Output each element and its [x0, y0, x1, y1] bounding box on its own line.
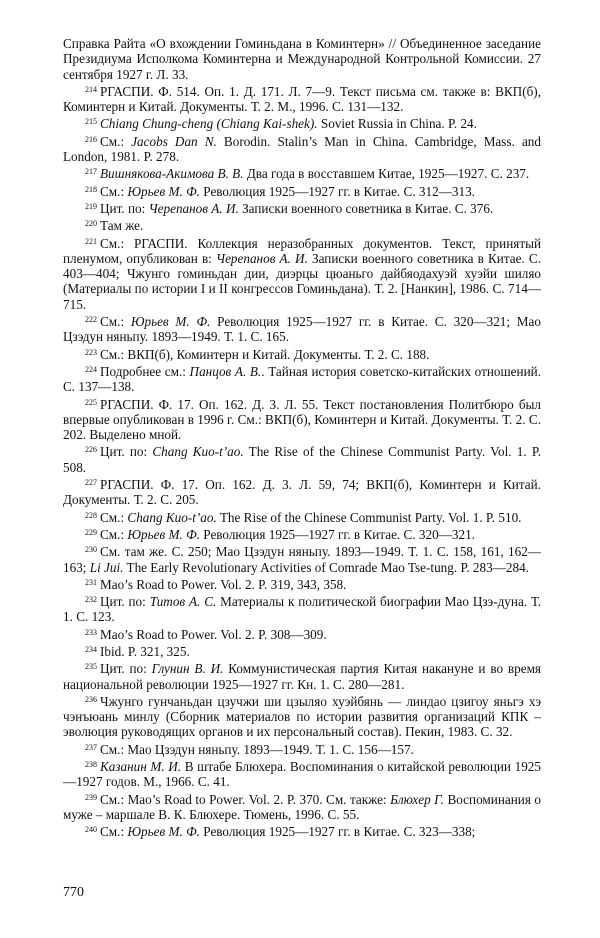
footnote-number: 236: [85, 694, 97, 704]
footnote-number: 223: [85, 347, 97, 357]
footnote-text: Записки военного советника в Китае. С. 376.: [238, 200, 494, 216]
footnote-233: [63, 625, 541, 642]
footnote-text: Революция 1925—1927 гг. в Китае. С. 320—321; Мао Цзэдун няньпу. 1893—1949. Т. 1. С. 165.: [63, 314, 541, 345]
footnote-text: См.:: [100, 824, 128, 840]
footnote-number: 234: [85, 644, 97, 654]
footnote-224: [63, 362, 541, 395]
footnote-235: [63, 659, 541, 692]
footnote-text: Mao’s Road to Power. Vol. 2. P. 319, 343, 358.: [100, 576, 347, 592]
footnote-text: Два года в восставшем Китае, 1925—1927. С. 237.: [243, 166, 530, 182]
footnote-text: Подробнее см.:: [100, 363, 190, 379]
footnote-text: См.:: [100, 509, 128, 525]
author-name: Черепанов А. И.: [148, 200, 239, 216]
footnote-text: Материалы к политической биографии Мао Цзэ-дуна. Т. 1. С. 123.: [63, 594, 541, 625]
footnote-text: Mao’s Road to Power. Vol. 2. P. 308—309.: [100, 626, 327, 642]
footnote-text: См.:: [100, 314, 131, 330]
footnote-text: См.:: [100, 133, 132, 149]
author-name: Li Jui.: [89, 559, 124, 575]
footnote-text: РГАСПИ. Ф. 17. Оп. 162. Д. 3. Л. 59, 74; ВКП(б), Коминтерн и Китай. Документы. Т. 2. С. 205.: [63, 477, 541, 508]
footnote-237: [63, 740, 541, 757]
author-name: Chang Kuo-t’ao.: [152, 444, 244, 460]
footnote-text: Цит. по:: [100, 444, 153, 460]
footnote-218: [63, 182, 541, 199]
author-name: Юрьев М. Ф.: [127, 526, 200, 542]
footnote-239: [63, 790, 541, 823]
footnote-number: 238: [85, 760, 97, 770]
footnote-227: [63, 475, 541, 508]
author-name: Черепанов А. И.: [215, 250, 308, 266]
footnote-number: 218: [85, 184, 97, 194]
footnote-223: [63, 345, 541, 362]
page-number: 770: [63, 885, 84, 900]
footnote-text: Цит. по:: [100, 594, 150, 610]
footnote-226: [63, 442, 541, 475]
footnote-text: Революция 1925—1927 гг. в Китае. С. 312—313.: [199, 183, 475, 199]
footnote-text: См.: Мао Цзэдун няньпу. 1893—1949. Т. 1. С. 156—157.: [100, 741, 414, 757]
footnote-text: Borodin. Stalin’s Man in China. Cambridge, Mass. and London, 1981. P. 278.: [63, 133, 541, 165]
footnote-text: См. там же. С. 250; Мао Цзэдун няньпу. 1893—1949. Т. 1. С. 158, 161, 162—163;: [63, 544, 541, 575]
footnote-number: 219: [85, 201, 97, 211]
author-name: Казанин М. И.: [100, 759, 182, 775]
footnote-215: [63, 114, 541, 131]
author-name: Панцов А. В.: [189, 363, 262, 379]
footnote-text: Воспоминания о муже – маршале В. К. Блюхере. Тюмень, 1996. С. 55.: [63, 791, 541, 822]
footnote-number: 237: [85, 742, 97, 752]
author-name: Юрьев М. Ф.: [130, 314, 211, 330]
footnote-text: Ibid. P. 321, 325.: [100, 643, 190, 659]
author-name: Chang Kuo-t’ao.: [127, 509, 217, 525]
footnote-text: См.: ВКП(б), Коминтерн и Китай. Документы. Т. 2. С. 188.: [100, 346, 430, 362]
footnote-continued: [63, 36, 541, 82]
footnote-text: РГАСПИ. Ф. 514. Оп. 1. Д. 171. Л. 7—9. Текст письма см. также в: ВКП(б), Коминтерн и Китай. Документы. Т. 2. М., 1996. С. 131—132.: [63, 83, 541, 115]
footnote-text: Записки военного советника в Китае. С. 403—404; Чжунго гоминьдан дии, диэрцы цюаньго дайбяодахуэй хуэйи шиляо (Материалы по истории I и II конгрессов Гоминьдана). Т. 2. [Нанкин], 1986. С. 714—715.: [63, 250, 541, 312]
author-name: Jacobs Dan N.: [131, 133, 217, 149]
footnote-number: 240: [85, 825, 97, 835]
footnote-number: 235: [85, 662, 97, 672]
footnote-number: 220: [85, 219, 97, 229]
footnote-text: См.:: [100, 526, 128, 542]
footnote-240: [63, 822, 541, 839]
footnote-number: 222: [85, 315, 97, 325]
footnotes-block: [63, 36, 541, 840]
footnote-text: Революция 1925—1927 гг. в Китае. С. 323—338;: [199, 824, 476, 840]
footnote-text: Справка Райта «О вхождении Гоминьдана в Коминтерн» // Объединенное заседание Президиума Исполкома Коминтерна и Международной Контрольной Комиссии. 27 сентября 1927 г. Л. 33.: [63, 36, 541, 82]
footnote-text: The Early Revolutionary Activities of Comrade Mao Tse-tung. P. 283—284.: [123, 559, 529, 575]
author-name: Юрьев М. Ф.: [127, 824, 200, 840]
footnote-234: [63, 642, 541, 659]
footnote-number: 221: [85, 236, 97, 246]
footnote-number: 216: [85, 134, 97, 144]
footnote-232: [63, 592, 541, 625]
footnote-text: Революция 1925—1927 гг. в Китае. С. 320—321.: [199, 526, 475, 542]
footnote-number: 233: [85, 627, 97, 637]
footnote-number: 226: [85, 445, 97, 455]
footnote-231: [63, 575, 541, 592]
footnote-217: [63, 164, 541, 181]
footnote-number: 215: [85, 117, 97, 127]
footnote-number: 225: [85, 397, 97, 407]
author-name: Юрьев М. Ф.: [127, 183, 200, 199]
author-name: Блюхер Г.: [390, 791, 444, 807]
footnote-214: [63, 82, 541, 115]
footnote-number: 232: [85, 595, 97, 605]
footnote-text: См.: РГАСПИ. Коллекция неразобранных документов. Текст, принятый пленумом, опубликован в:: [63, 235, 541, 266]
footnote-text: Цит. по:: [100, 200, 149, 216]
footnote-229: [63, 525, 541, 542]
footnote-text: . Тайная история советско-китайских отношений. С. 137—138.: [63, 363, 541, 395]
footnote-219: [63, 199, 541, 216]
footnote-number: 214: [85, 84, 97, 94]
author-name: Глунин В. И.: [151, 661, 224, 677]
footnote-225: [63, 395, 541, 443]
footnote-number: 230: [85, 545, 97, 555]
footnote-238: [63, 757, 541, 790]
footnote-number: 224: [85, 364, 97, 374]
author-name: Вишнякова-Акимова В. В.: [100, 166, 244, 182]
footnote-number: 227: [85, 478, 97, 488]
footnote-236: [63, 692, 541, 740]
footnote-number: 228: [85, 510, 97, 520]
footnote-text: Там же.: [100, 218, 144, 234]
footnote-number: 217: [85, 167, 97, 177]
author-name: Chiang Chung-cheng (Chiang Kai-shek).: [100, 116, 318, 132]
footnote-220: [63, 216, 541, 233]
footnote-221: [63, 234, 541, 312]
footnote-number: 239: [85, 792, 97, 802]
footnote-text: См.:: [100, 183, 128, 199]
footnote-text: Soviet Russia in China. P. 24.: [317, 116, 477, 132]
footnote-text: Цит. по:: [100, 661, 152, 677]
footnote-text: В штабе Блюхера. Воспоминания о китайской революции 1925—1927 годов. М., 1966. С. 41.: [63, 759, 541, 790]
author-name: Титов А. С.: [149, 594, 217, 610]
footnote-text: См.: Mao’s Road to Power. Vol. 2. P. 370. См. также:: [100, 791, 391, 807]
footnote-text: Чжунго гунчаньдан цзучжи ши цзыляо хуэйбянь — линдао цзигоу яньгэ хэ чэнъюань минлу (Сборник материалов по истории развития организаций КПК – эволюция руководящих органов и их персональный состав). Пекин, 1983. С. 32.: [63, 693, 541, 740]
footnote-230: [63, 542, 541, 575]
footnote-text: The Rise of the Chinese Communist Party. Vol. 1. P. 510.: [216, 509, 522, 525]
footnote-number: 229: [85, 527, 97, 537]
footnote-text: The Rise of the Chinese Communist Party. Vol. 1. P. 508.: [63, 444, 541, 475]
footnote-text: Коммунистическая партия Китая накануне и во время национальной революции 1925—1927 гг. Кн. 1. С. 280—281.: [63, 661, 541, 692]
footnote-216: [63, 132, 541, 165]
footnote-228: [63, 508, 541, 525]
footnote-text: РГАСПИ. Ф. 17. Оп. 162. Д. 3. Л. 55. Текст постановления Политбюро был впервые опубликован в 1996 г. См.: ВКП(б), Коминтерн и Китай. Документы. Т. 2. С. 202. Выделено мной.: [63, 396, 541, 443]
footnote-number: 231: [85, 577, 97, 587]
footnote-222: [63, 312, 541, 345]
